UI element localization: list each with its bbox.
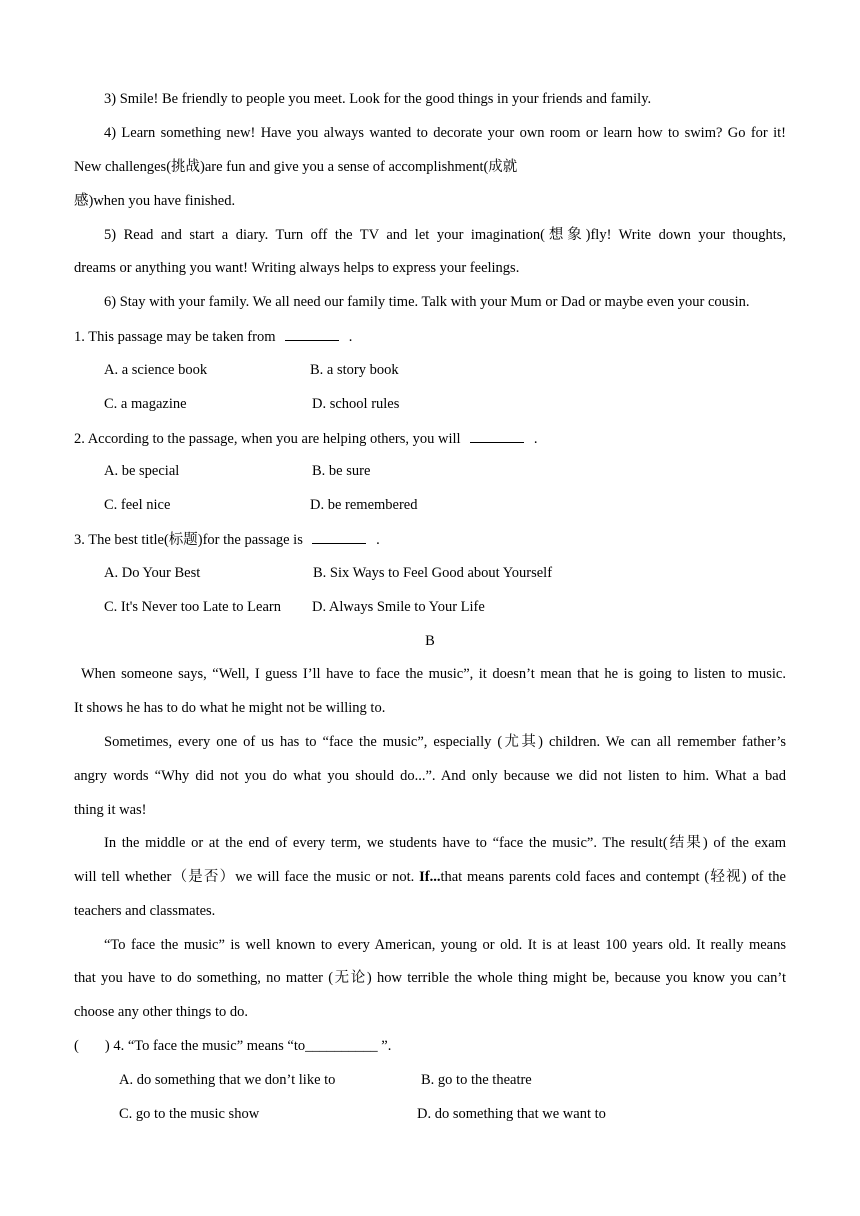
- question-4-stem: [74, 1036, 786, 1056]
- question-1-blank[interactable]: [285, 326, 339, 341]
- passage-b-paragraph-2-line-2: angry words “Why did not you do what you should do...”. And only because we did not listen to him. What a bad: [74, 768, 786, 784]
- question-2-option-b[interactable]: B. be sure: [312, 463, 371, 479]
- question-1-text: 1. This passage may be taken from: [74, 329, 276, 345]
- paragraph-4-line-3: 感)when you have finished.: [74, 193, 236, 209]
- passage-b-paragraph-1-line-2: It shows he has to do what he might not be willing to.: [74, 700, 386, 716]
- passage-b-p3-bold: If...: [419, 869, 441, 885]
- question-4-blank[interactable]: __________: [305, 1038, 378, 1054]
- question-3-option-a[interactable]: A. Do Your Best: [104, 565, 201, 581]
- paragraph-3: 3) Smile! Be friendly to people you meet. Look for the good things in your friends and family.: [104, 91, 652, 107]
- passage-b-paragraph-4-line-1: “To face the music” is well known to every American, young or old. It is at least 100 years old. It really means: [104, 937, 786, 953]
- question-1-option-d[interactable]: D. school rules: [312, 396, 400, 412]
- question-1-option-c[interactable]: C. a magazine: [104, 396, 187, 412]
- question-4-paren-close: ): [104, 1038, 110, 1054]
- question-3-option-c[interactable]: C. It's Never too Late to Learn: [104, 599, 281, 615]
- passage-b-paragraph-4-line-3: choose any other things to do.: [74, 1004, 248, 1020]
- question-1-option-a[interactable]: A. a science book: [104, 362, 208, 378]
- question-3-end: .: [376, 532, 380, 548]
- question-4-option-d[interactable]: D. do something that we want to: [417, 1106, 606, 1122]
- question-3-blank[interactable]: [312, 529, 366, 544]
- question-4-option-b[interactable]: B. go to the theatre: [421, 1072, 532, 1088]
- question-4-end: ”.: [377, 1038, 392, 1054]
- paragraph-4-line-2: New challenges(挑战)are fun and give you a sense of accomplishment(成就: [74, 159, 518, 175]
- question-1-end: .: [348, 329, 353, 345]
- paragraph-5-line-1: 5) Read and start a diary. Turn off the TV and let your imagination(想象)fly! Write down your thoughts,: [104, 227, 786, 243]
- question-2-stem: [74, 428, 786, 448]
- question-3-option-d[interactable]: D. Always Smile to Your Life: [312, 599, 485, 615]
- question-1-stem: [74, 326, 786, 346]
- passage-b-heading: B: [425, 633, 435, 649]
- passage-b-paragraph-2-line-3: thing it was!: [74, 802, 147, 818]
- question-2-option-c[interactable]: C. feel nice: [104, 497, 171, 513]
- question-2-text: 2. According to the passage, when you are helping others, you will: [74, 431, 461, 447]
- question-1-option-b[interactable]: B. a story book: [310, 362, 399, 378]
- paragraph-5-line-2: dreams or anything you want! Writing always helps to express your feelings.: [74, 260, 520, 276]
- question-2-end: .: [533, 431, 538, 447]
- question-2-blank[interactable]: [470, 428, 524, 443]
- question-3-stem: [74, 529, 786, 549]
- passage-b-paragraph-3-line-1: In the middle or at the end of every term, we students have to “face the music”. The result(结果) of the exam: [104, 835, 786, 851]
- passage-b-paragraph-2-line-1: Sometimes, every one of us has to “face the music”, especially (尤其) children. We can all remember father’s: [104, 734, 786, 750]
- passage-b-paragraph-3-line-3: teachers and classmates.: [74, 903, 216, 919]
- question-4-option-c[interactable]: C. go to the music show: [119, 1106, 260, 1122]
- passage-b-p3-text-b: that means parents cold faces and contempt (轻视) of the: [440, 869, 786, 885]
- question-3-text: 3. The best title(标题)for the passage is: [74, 532, 303, 548]
- question-4-text: 4. “To face the music” means “to: [113, 1038, 306, 1054]
- question-2-option-d[interactable]: D. be remembered: [310, 497, 418, 513]
- passage-b-paragraph-1-line-1: When someone says, “Well, I guess I’ll have to face the music”, it doesn’t mean that he is going to listen to music.: [81, 666, 786, 682]
- passage-b-paragraph-4-line-2: that you have to do something, no matter (无论) how terrible the whole thing might be, because you know you can’t: [74, 970, 786, 986]
- question-4-option-a[interactable]: A. do something that we don’t like to: [119, 1072, 336, 1088]
- paragraph-4-line-1: 4) Learn something new! Have you always wanted to decorate your own room or learn how to swim? Go for it!: [104, 125, 786, 141]
- question-4-paren-open: (: [74, 1038, 79, 1054]
- passage-b-paragraph-3-line-2: [74, 867, 786, 887]
- question-3-option-b[interactable]: B. Six Ways to Feel Good about Yourself: [313, 565, 553, 581]
- passage-b-p3-text-a: will tell whether（是否）we will face the music or not.: [74, 869, 420, 885]
- paragraph-6: 6) Stay with your family. We all need our family time. Talk with your Mum or Dad or maybe even your cousin.: [104, 294, 750, 310]
- question-2-option-a[interactable]: A. be special: [104, 463, 180, 479]
